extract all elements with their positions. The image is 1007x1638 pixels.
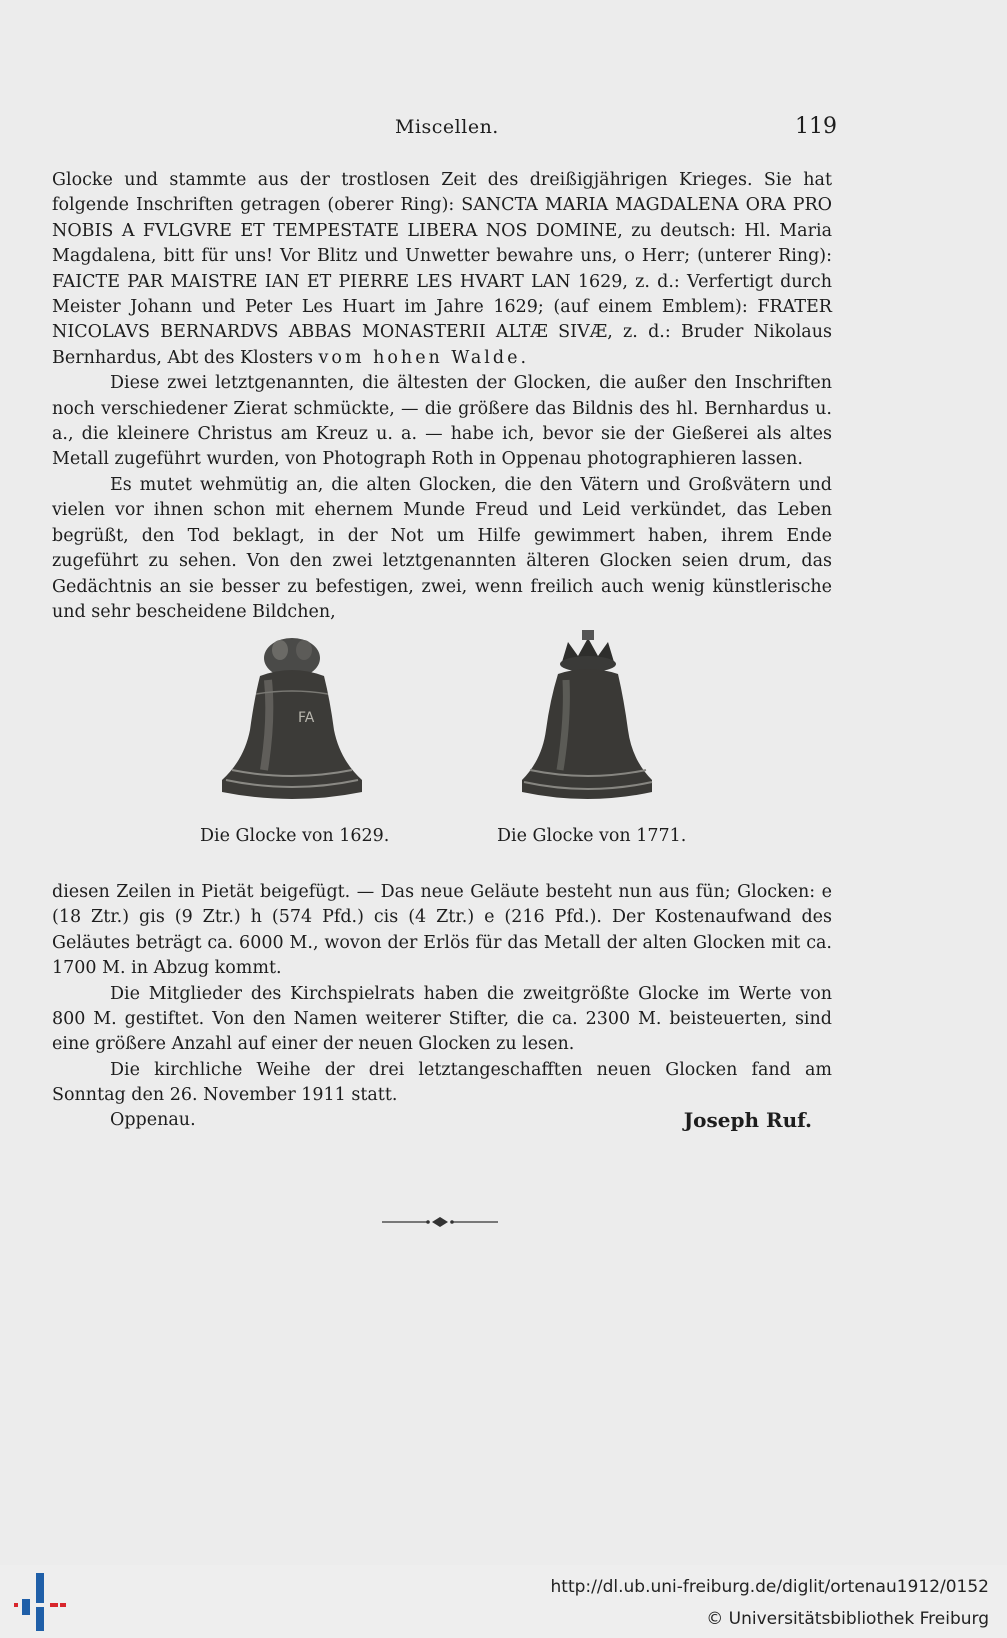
section-end-ornament [380,1215,500,1229]
signature-row [52,1110,812,1140]
page-number: 119 [795,114,837,139]
paragraph-photographs: Diese zwei letztgenannten, die ältesten der Glocken, die außer den Inschriften noch verschiedener Zierat schmückte, — die größere das Bildnis des hl. Bernhardus u. a., die kleinere Christus am Kreuz u. a. — habe ich, bevor sie der Gießerei als altes Metall zugeführt wurden, von Photograph Roth in Oppenau photographieren lassen. [52,373,832,470]
caption-bell-1629: Die Glocke von 1629. [200,826,390,846]
running-head [0,116,1007,146]
caption-bell-1771: Die Glocke von 1771. [497,826,687,846]
bell-1771-image [512,630,664,810]
svg-text:FA: FA [298,710,315,726]
body-text-top [52,168,832,625]
place-name: Oppenau. [110,1110,196,1130]
bell-1629-image [212,630,374,810]
copyright-notice: © Universitätsbibliothek Freiburg [706,1609,989,1629]
paragraph-new-bells: diesen Zeilen in Pietät beigefügt. — Das neue Geläute besteht nun aus fün; Glocken: e (18 Ztr.) gis (9 Ztr.) h (574 Pfd.) cis (4 Ztr.) e (216 Pfd.). Der Kostenaufwand des Geläutes beträgt ca. 6000 M., wovon der Erlös für das Metall der alten Glocken mit ca. 1700 M. in Abzug kommt. [52,882,832,979]
permalink-url[interactable]: http://dl.ub.uni-freiburg.de/diglit/ortenau1912/0152 [550,1577,989,1597]
paragraph-inscriptions-text: Glocke und stammte aus der trostlosen Zeit des dreißigjährigen Krieges. Sie hat folgende Inschriften getragen (oberer Ring): SANCTA MARIA MAGDALENA ORA PRO NOBIS A FVLGVRE ET TEMPESTATE LIBERA NOS DOMINE, zu deutsch: Hl. Maria Magdalena, bitt für uns! Vor Blitz und Unwetter bewahre uns, o Herr; (unterer Ring): FAICTE PAR MAISTRE IAN ET PIERRE LES HVART LAN 1629, z. d.: Verfertigt durch Meister Johann und Peter Les Huart im Jahre 1629; (auf einem Emblem): FRATER NICOLAVS BERNARDVS ABBAS MONASTERII ALTÆ SIVÆ, z. d.: Bruder Nikolaus Bernhardus, Abt des Klosters [52,170,832,368]
author-name: Joseph Ruf. [683,1108,812,1132]
paragraph-donors: Die Mitglieder des Kirchspielrats haben die zweitgrößte Glocke im Werte von 800 M. gestiftet. Von den Namen weiterer Stifter, die ca. 2300 M. beisteuerten, sind eine größere Anzahl auf einer der neuen Glocken zu lesen. [52,983,832,1055]
body-text-bottom [52,880,832,1109]
library-footer [0,1565,1007,1638]
paragraph-consecration: Die kirchliche Weihe der drei letztangeschafften neuen Glocken fand am Sonntag den 26. November 1911 statt. [52,1059,832,1106]
university-library-logo-icon [10,1569,70,1635]
spaced-phrase: vom hohen Walde. [318,347,530,368]
paragraph-old-bells: Es mutet wehmütig an, die alten Glocken, die den Vätern und Großvätern und vielen vor ihnen schon mit ehernem Munde Freud und Leid verkündet, das Leben begrüßt, den Tod beklagt, in der Not um Hilfe gewimmert haben, ihrem Ende zugeführt zu sehen. Von den zwei letztgenannten älteren Glocken seien drum, das Gedächtnis an sie besser zu befestigen, zwei, wenn freilich auch wenig künstlerische und sehr bescheidene Bildchen, [52,474,832,622]
paragraph-inscriptions [52,168,832,371]
page-header-title: Miscellen. [395,116,499,138]
bell-figures [0,630,1007,850]
